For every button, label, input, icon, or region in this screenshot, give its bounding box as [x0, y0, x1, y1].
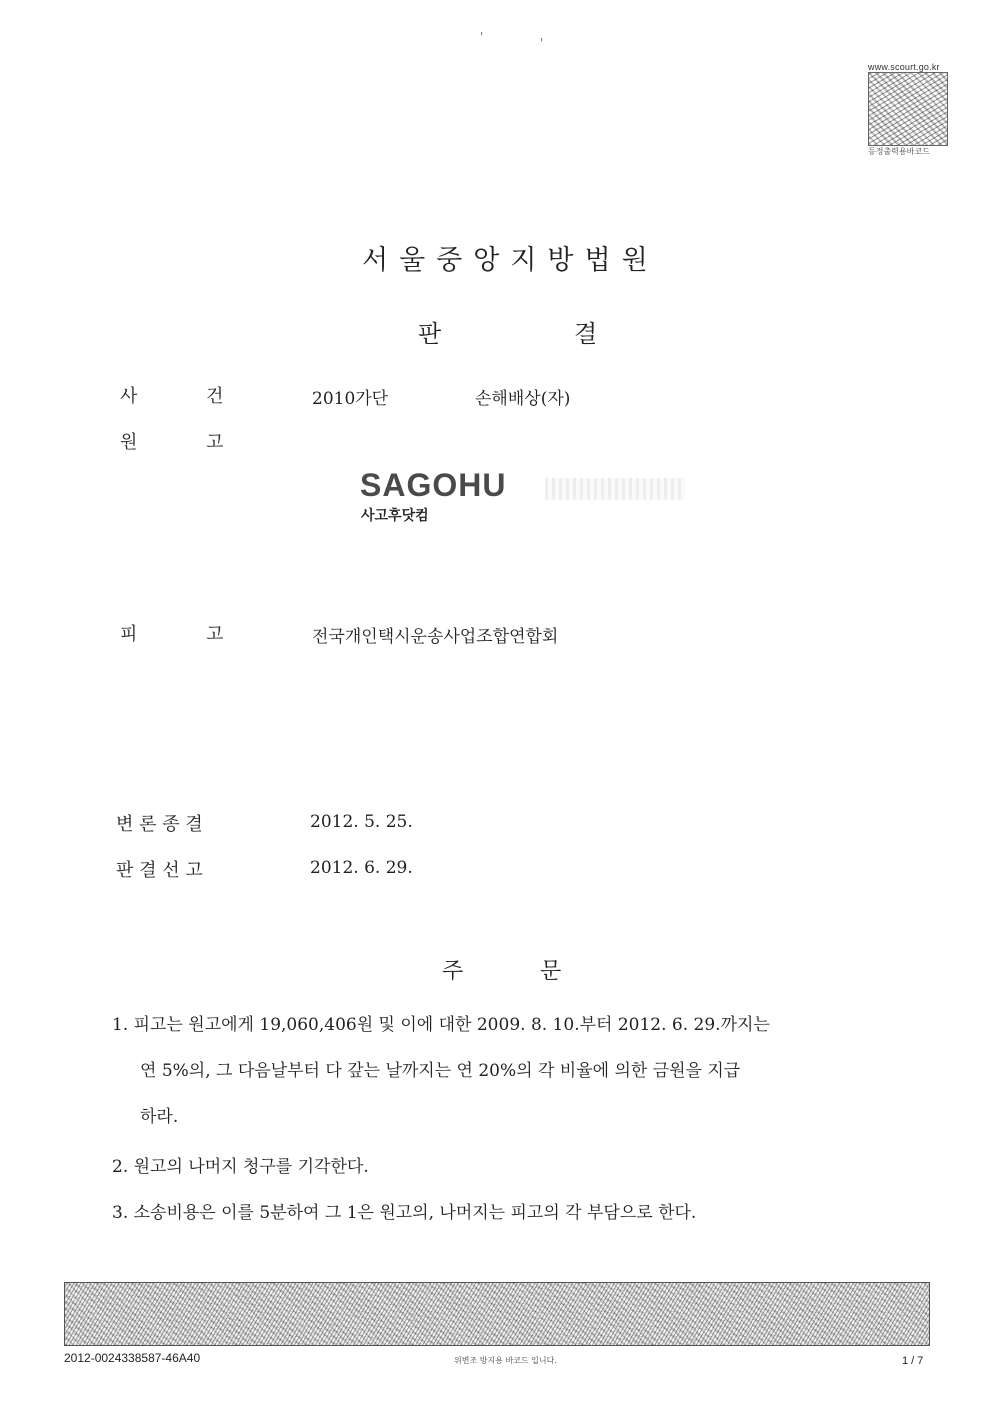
watermark-subtitle: 사고후닷컴 [361, 508, 429, 524]
argument-end-label: 변 론 종 결 [116, 814, 203, 835]
court-name: 서울중앙지방법원 [362, 245, 659, 276]
scan-mark: ' [540, 36, 544, 50]
plaintiff-label-1: 원 [120, 432, 138, 453]
barcode-note: 위변조 방지용 바코드 입니다. [454, 1356, 557, 1365]
case-title: 손해배상(자) [475, 389, 571, 409]
order-item-1-line-3: 하라. [140, 1107, 179, 1127]
case-label-1: 사 [120, 386, 138, 407]
watermark-brand: SAGOHU [360, 467, 507, 503]
defendant-name: 전국개인택시운송사업조합연합회 [312, 627, 559, 647]
scan-mark: ' [480, 30, 484, 44]
doc-type-right: 결 [574, 320, 598, 348]
plaintiff-label-2: 고 [206, 432, 224, 453]
case-label-2: 건 [206, 386, 224, 407]
qr-code [868, 72, 948, 146]
order-item-2: 2. 원고의 나머지 청구를 기각한다. [112, 1157, 369, 1177]
case-number: 2010가단 [312, 389, 389, 409]
defendant-label-1: 피 [120, 624, 138, 645]
document-id: 2012-0024338587-46A40 [64, 1351, 201, 1365]
order-item-1-line-1: 1. 피고는 원고에게 19,060,406원 및 이에 대한 2009. 8. 10.부터 2012. 6. 29.까지는 [112, 1015, 770, 1035]
barcode-url: www.scourt.go.kr [868, 62, 940, 72]
order-heading-right: 문 [540, 959, 562, 984]
judgment-date: 2012. 6. 29. [310, 858, 413, 878]
page-number: 1 / 7 [902, 1355, 924, 1367]
judgment-date-label: 판 결 선 고 [116, 860, 203, 881]
order-item-3: 3. 소송비용은 이를 5분하여 그 1은 원고의, 나머지는 피고의 각 부담으로 한다. [112, 1203, 697, 1223]
doc-type-left: 판 [418, 320, 442, 348]
argument-end-date: 2012. 5. 25. [310, 812, 413, 832]
verification-barcode [868, 62, 958, 157]
barcode-caption: 등정출력용바코드 [868, 147, 930, 156]
order-item-1-line-2: 연 5%의, 그 다음날부터 다 갚는 날까지는 연 20%의 각 비율에 의한 금원을 지급 [140, 1061, 741, 1081]
order-heading-left: 주 [442, 959, 464, 984]
redacted-name [545, 478, 685, 500]
anti-forgery-barcode [64, 1282, 930, 1346]
defendant-label-2: 고 [206, 624, 224, 645]
